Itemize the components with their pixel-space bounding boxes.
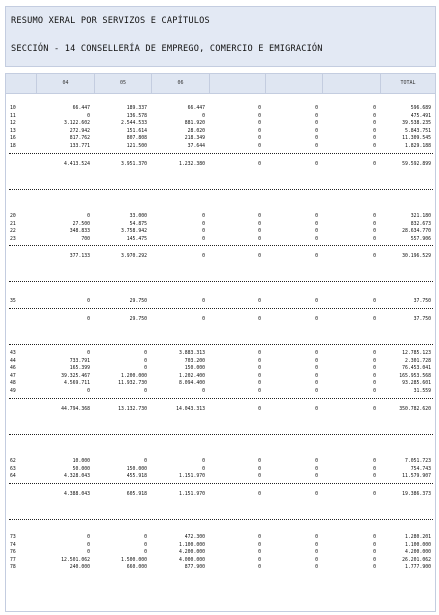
value-cell: 7.051.723 <box>405 459 431 464</box>
value-cell: 54.875 <box>129 221 147 227</box>
value-cell: 0 <box>202 236 205 242</box>
value-cell: 272.942 <box>69 128 90 134</box>
table-row <box>6 236 435 244</box>
value-cell: 832.673 <box>410 221 431 227</box>
value-cell: 1.100.000 <box>405 542 431 548</box>
value-cell: 0 <box>144 351 147 356</box>
value-cell: 1.232.380 <box>179 161 205 167</box>
value-cell: 0 <box>315 474 318 480</box>
table-row <box>6 143 435 151</box>
value-cell: 703.200 <box>184 358 205 364</box>
value-cell: 0 <box>258 214 261 219</box>
value-cell: 11.932.730 <box>118 381 147 387</box>
row-code: 63 <box>10 466 16 472</box>
value-cell: 0 <box>373 459 376 464</box>
value-cell: 0 <box>202 389 205 394</box>
row-code: 74 <box>10 542 16 548</box>
row-code: 49 <box>10 389 16 394</box>
value-cell: 0 <box>373 565 376 571</box>
value-cell: 0 <box>87 550 90 556</box>
value-cell: 165.399 <box>69 366 90 372</box>
value-cell: 14.043.313 <box>176 406 205 412</box>
subtotal-row <box>6 316 435 324</box>
value-cell: 0 <box>315 373 318 379</box>
value-cell: 29.750 <box>129 316 147 322</box>
value-cell: 0 <box>315 557 318 563</box>
value-cell: 19.386.373 <box>402 491 431 497</box>
value-cell: 0 <box>373 389 376 394</box>
row-code: 46 <box>10 366 16 372</box>
value-cell: 4.569.711 <box>64 381 90 387</box>
value-cell: 39.538.235 <box>402 121 431 127</box>
value-cell: 240.000 <box>69 565 90 571</box>
dotted-separator <box>9 398 433 399</box>
value-cell: 50.000 <box>72 466 90 472</box>
value-cell: 0 <box>144 459 147 464</box>
value-cell: 0 <box>258 128 261 134</box>
value-cell: 0 <box>315 128 318 134</box>
value-cell: 37.750 <box>413 299 431 304</box>
value-cell: 0 <box>87 542 90 548</box>
value-cell: 0 <box>87 351 90 356</box>
value-cell: 0 <box>87 299 90 304</box>
row-code: 62 <box>10 459 16 464</box>
value-cell: 596.689 <box>410 106 431 111</box>
value-cell: 0 <box>315 136 318 142</box>
value-cell: 0 <box>315 565 318 571</box>
value-cell: 0 <box>258 229 261 235</box>
dotted-separator <box>9 308 433 309</box>
value-cell: 0 <box>87 316 90 322</box>
value-cell: 0 <box>258 466 261 472</box>
value-cell: 13.132.730 <box>118 406 147 412</box>
value-cell: 0 <box>315 351 318 356</box>
value-cell: 0 <box>258 106 261 111</box>
value-cell: 605.918 <box>126 491 147 497</box>
value-cell: 1.829.188 <box>405 144 431 149</box>
value-cell: 0 <box>315 491 318 497</box>
value-cell: 0 <box>258 221 261 227</box>
row-code: 16 <box>10 136 16 142</box>
value-cell: 37.644 <box>187 144 205 149</box>
value-cell: 3.883.313 <box>179 351 205 356</box>
value-cell: 93.285.601 <box>402 381 431 387</box>
value-cell: 0 <box>315 406 318 412</box>
value-cell: 0 <box>315 254 318 260</box>
value-cell: 0 <box>373 474 376 480</box>
value-cell: 12.785.123 <box>402 351 431 356</box>
value-cell: 66.447 <box>187 106 205 111</box>
value-cell: 0 <box>315 214 318 219</box>
dotted-separator <box>9 344 433 345</box>
value-cell: 321.180 <box>410 214 431 219</box>
value-cell: 0 <box>258 161 261 167</box>
value-cell: 39.325.467 <box>61 373 90 379</box>
value-cell: 1.280.201 <box>405 535 431 540</box>
value-cell: 0 <box>315 389 318 394</box>
value-cell: 0 <box>202 316 205 322</box>
value-cell: 0 <box>373 144 376 149</box>
value-cell: 472.300 <box>184 535 205 540</box>
value-cell: 0 <box>258 144 261 149</box>
summary-table <box>5 73 436 612</box>
value-cell: 0 <box>373 236 376 242</box>
row-code: 44 <box>10 358 16 364</box>
value-cell: 475.491 <box>410 113 431 119</box>
value-cell: 0 <box>258 351 261 356</box>
value-cell: 31.559 <box>413 389 431 394</box>
column-header <box>6 74 36 93</box>
value-cell: 0 <box>373 299 376 304</box>
value-cell: 0 <box>373 136 376 142</box>
table-header-row <box>6 74 435 94</box>
value-cell: 0 <box>87 389 90 394</box>
value-cell: 817.762 <box>69 136 90 142</box>
value-cell: 1.100.000 <box>179 542 205 548</box>
value-cell: 0 <box>373 254 376 260</box>
value-cell: 0 <box>373 316 376 322</box>
value-cell: 0 <box>87 535 90 540</box>
value-cell: 30.196.529 <box>402 254 431 260</box>
dotted-separator <box>9 281 433 282</box>
value-cell: 0 <box>373 128 376 134</box>
value-cell: 0 <box>315 236 318 242</box>
dotted-separator <box>9 153 433 154</box>
column-header: 05 <box>94 74 151 93</box>
value-cell: 26.201.062 <box>402 557 431 563</box>
value-cell: 3.970.292 <box>121 254 147 260</box>
value-cell: 150.000 <box>184 366 205 372</box>
value-cell: 0 <box>315 121 318 127</box>
value-cell: 700 <box>81 236 90 242</box>
value-cell: 0 <box>315 381 318 387</box>
column-header <box>322 74 380 93</box>
row-code: 10 <box>10 106 16 111</box>
value-cell: 1.777.900 <box>405 565 431 571</box>
subtotal-row <box>6 161 435 169</box>
value-cell: 0 <box>373 366 376 372</box>
value-cell: 3.951.370 <box>121 161 147 167</box>
value-cell: 348.833 <box>69 229 90 235</box>
value-cell: 0 <box>144 366 147 372</box>
value-cell: 0 <box>144 550 147 556</box>
value-cell: 66.447 <box>72 106 90 111</box>
value-cell: 0 <box>258 535 261 540</box>
value-cell: 0 <box>258 236 261 242</box>
value-cell: 8.094.400 <box>179 381 205 387</box>
value-cell: 0 <box>202 466 205 472</box>
value-cell: 4.328.043 <box>64 474 90 480</box>
row-code: 22 <box>10 229 16 235</box>
row-code: 35 <box>10 299 16 304</box>
value-cell: 0 <box>315 550 318 556</box>
value-cell: 28.634.770 <box>402 229 431 235</box>
report-header <box>5 6 436 67</box>
value-cell: 76.453.041 <box>402 366 431 372</box>
column-header: TOTAL <box>380 74 435 93</box>
subtotal-row <box>6 406 435 414</box>
value-cell: 557.906 <box>410 236 431 242</box>
value-cell: 0 <box>258 491 261 497</box>
value-cell: 0 <box>87 214 90 219</box>
value-cell: 0 <box>202 459 205 464</box>
value-cell: 1.151.970 <box>179 491 205 497</box>
value-cell: 0 <box>315 316 318 322</box>
value-cell: 11.309.545 <box>402 136 431 142</box>
value-cell: 0 <box>315 113 318 119</box>
value-cell: 145.475 <box>126 236 147 242</box>
value-cell: 3.122.602 <box>64 121 90 127</box>
value-cell: 0 <box>315 229 318 235</box>
value-cell: 1.151.970 <box>179 474 205 480</box>
row-code: 73 <box>10 535 16 540</box>
value-cell: 0 <box>373 351 376 356</box>
column-header <box>209 74 265 93</box>
value-cell: 0 <box>373 221 376 227</box>
value-cell: 165.953.568 <box>399 373 431 379</box>
value-cell: 0 <box>373 466 376 472</box>
value-cell: 0 <box>373 550 376 556</box>
value-cell: 0 <box>373 406 376 412</box>
value-cell: 0 <box>373 121 376 127</box>
value-cell: 0 <box>202 229 205 235</box>
value-cell: 660.000 <box>126 565 147 571</box>
value-cell: 733.791 <box>69 358 90 364</box>
row-code: 18 <box>10 144 16 149</box>
row-code: 12 <box>10 121 16 127</box>
value-cell: 3.758.942 <box>121 229 147 235</box>
value-cell: 0 <box>258 254 261 260</box>
value-cell: 455.918 <box>126 474 147 480</box>
value-cell: 0 <box>87 113 90 119</box>
section-title: SECCIÓN - 14 CONSELLERÍA DE EMPREGO, COMERCIO E EMIGRACIÓN <box>11 44 323 54</box>
value-cell: 0 <box>373 535 376 540</box>
subtotal-row <box>6 253 435 261</box>
value-cell: 0 <box>373 542 376 548</box>
value-cell: 0 <box>315 299 318 304</box>
row-code: 23 <box>10 236 16 242</box>
value-cell: 0 <box>202 299 205 304</box>
value-cell: 0 <box>258 474 261 480</box>
value-cell: 0 <box>258 459 261 464</box>
value-cell: 0 <box>202 214 205 219</box>
value-cell: 0 <box>144 358 147 364</box>
dotted-separator <box>9 483 433 484</box>
value-cell: 2.301.728 <box>405 358 431 364</box>
value-cell: 0 <box>373 113 376 119</box>
row-code: 11 <box>10 113 16 119</box>
value-cell: 133.771 <box>69 144 90 149</box>
dotted-separator <box>9 519 433 520</box>
table-row <box>6 564 435 572</box>
value-cell: 10.000 <box>72 459 90 464</box>
value-cell: 0 <box>258 316 261 322</box>
value-cell: 0 <box>258 373 261 379</box>
value-cell: 0 <box>315 366 318 372</box>
value-cell: 0 <box>373 229 376 235</box>
table-row <box>6 473 435 481</box>
subtotal-row <box>6 491 435 499</box>
column-header <box>265 74 322 93</box>
value-cell: 0 <box>373 557 376 563</box>
row-code: 48 <box>10 381 16 387</box>
value-cell: 0 <box>258 358 261 364</box>
value-cell: 59.592.899 <box>402 161 431 167</box>
value-cell: 4.413.524 <box>64 161 90 167</box>
value-cell: 0 <box>315 106 318 111</box>
value-cell: 0 <box>258 557 261 563</box>
value-cell: 1.202.400 <box>179 373 205 379</box>
value-cell: 2.544.533 <box>121 121 147 127</box>
value-cell: 0 <box>373 161 376 167</box>
value-cell: 0 <box>258 542 261 548</box>
row-code: 64 <box>10 474 16 480</box>
row-code: 43 <box>10 351 16 356</box>
value-cell: 4.000.000 <box>179 557 205 563</box>
value-cell: 4.200.000 <box>179 550 205 556</box>
value-cell: 150.000 <box>126 466 147 472</box>
value-cell: 0 <box>315 466 318 472</box>
value-cell: 0 <box>258 366 261 372</box>
value-cell: 0 <box>315 161 318 167</box>
value-cell: 0 <box>202 254 205 260</box>
column-header: 06 <box>151 74 209 93</box>
value-cell: 0 <box>315 535 318 540</box>
dotted-separator <box>9 189 433 190</box>
value-cell: 0 <box>315 542 318 548</box>
row-code: 78 <box>10 565 16 571</box>
value-cell: 0 <box>144 389 147 394</box>
row-code: 76 <box>10 550 16 556</box>
value-cell: 0 <box>373 373 376 379</box>
value-cell: 0 <box>144 535 147 540</box>
value-cell: 0 <box>258 113 261 119</box>
value-cell: 877.900 <box>184 565 205 571</box>
value-cell: 0 <box>258 299 261 304</box>
value-cell: 0 <box>202 221 205 227</box>
value-cell: 0 <box>258 550 261 556</box>
value-cell: 0 <box>258 565 261 571</box>
value-cell: 37.750 <box>413 316 431 322</box>
value-cell: 0 <box>373 381 376 387</box>
value-cell: 189.337 <box>126 106 147 111</box>
value-cell: 0 <box>373 491 376 497</box>
value-cell: 4.200.000 <box>405 550 431 556</box>
dotted-separator <box>9 434 433 435</box>
value-cell: 0 <box>315 221 318 227</box>
value-cell: 0 <box>202 113 205 119</box>
value-cell: 4.388.043 <box>64 491 90 497</box>
row-code: 13 <box>10 128 16 134</box>
value-cell: 0 <box>258 389 261 394</box>
value-cell: 5.843.751 <box>405 128 431 134</box>
value-cell: 0 <box>258 406 261 412</box>
report-title: RESUMO XERAL POR SERVIZOS E CAPÍTULOS <box>11 16 210 26</box>
value-cell: 44.794.368 <box>61 406 90 412</box>
value-cell: 29.750 <box>129 299 147 304</box>
value-cell: 350.782.620 <box>399 406 431 412</box>
row-code: 47 <box>10 373 16 379</box>
value-cell: 0 <box>258 136 261 142</box>
value-cell: 807.808 <box>126 136 147 142</box>
column-header: 04 <box>36 74 94 93</box>
value-cell: 12.501.062 <box>61 557 90 563</box>
value-cell: 27.500 <box>72 221 90 227</box>
table-row <box>6 388 435 396</box>
row-code: 21 <box>10 221 16 227</box>
value-cell: 11.579.907 <box>402 474 431 480</box>
row-code: 77 <box>10 557 16 563</box>
value-cell: 151.614 <box>126 128 147 134</box>
value-cell: 0 <box>373 358 376 364</box>
value-cell: 377.133 <box>69 254 90 260</box>
value-cell: 0 <box>315 459 318 464</box>
value-cell: 1.200.000 <box>121 373 147 379</box>
value-cell: 0 <box>144 542 147 548</box>
row-code: 20 <box>10 214 16 219</box>
value-cell: 0 <box>258 121 261 127</box>
value-cell: 0 <box>315 358 318 364</box>
value-cell: 754.743 <box>410 466 431 472</box>
value-cell: 0 <box>258 381 261 387</box>
value-cell: 121.500 <box>126 144 147 149</box>
value-cell: 218.349 <box>184 136 205 142</box>
value-cell: 881.920 <box>184 121 205 127</box>
value-cell: 1.500.000 <box>121 557 147 563</box>
value-cell: 33.000 <box>129 214 147 219</box>
table-row <box>6 298 435 306</box>
value-cell: 136.578 <box>126 113 147 119</box>
value-cell: 0 <box>373 106 376 111</box>
value-cell: 0 <box>373 214 376 219</box>
value-cell: 28.020 <box>187 128 205 134</box>
dotted-separator <box>9 245 433 246</box>
value-cell: 0 <box>315 144 318 149</box>
